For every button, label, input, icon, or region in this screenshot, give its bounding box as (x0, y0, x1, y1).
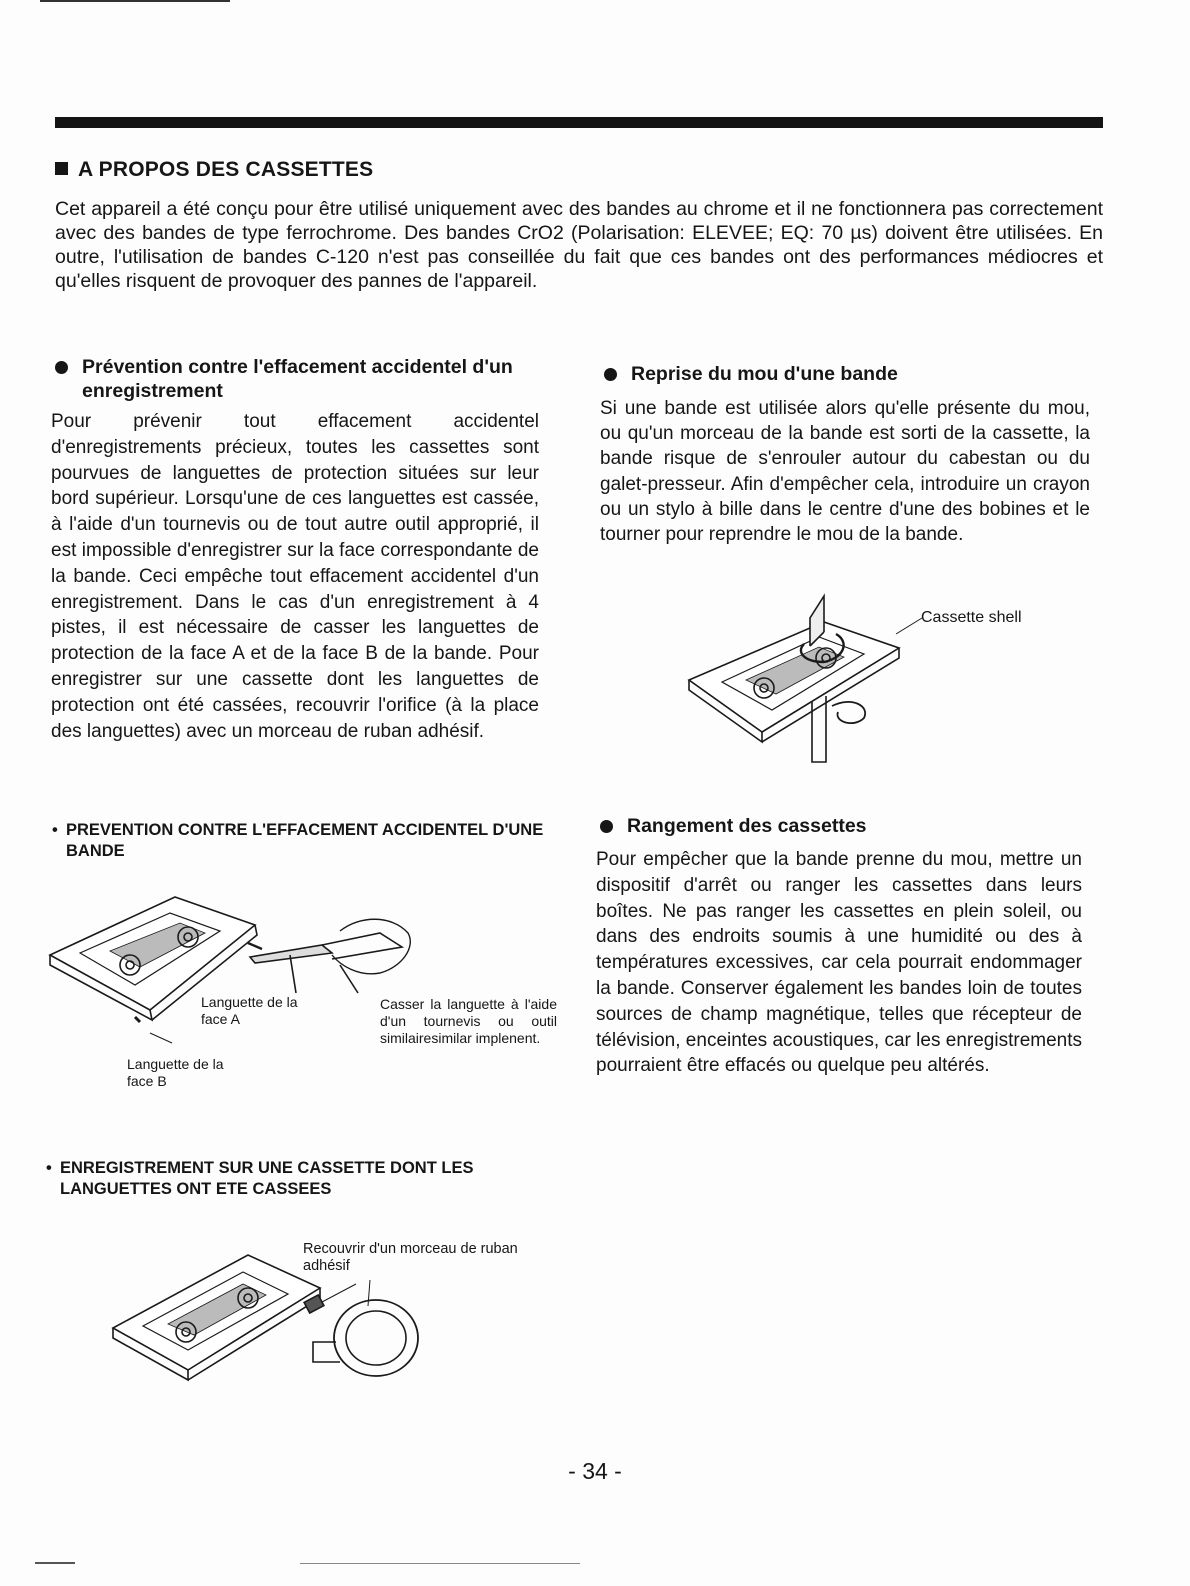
sub-heading-prevention-text: PREVENTION CONTRE L'EFFACEMENT ACCIDENTEL D'UNE BANDE (66, 821, 544, 860)
right-body-storage: Pour empêcher que la bande prenne du mou, mettre un dispositif d'arrêt ou ranger les cassettes dans leurs boîtes. Ne pas ranger les cassettes en plein soleil, ou dans des endroits soumis à une humidité ou des à températures excessives, car cela pourrait endommager la bande. Conserver également les bandes loin de toutes sources de champ magnétique, telles que récepteur de télévision, enceintes acoustiques, car les enregistrements pourraient être effacés ou quelque peu altérés. (596, 849, 1082, 1077)
left-heading (55, 355, 543, 403)
page-number: - 34 - (568, 1458, 622, 1484)
loose-tape-loop (832, 702, 865, 723)
round-bullet-icon (600, 820, 613, 833)
intro-paragraph: Cet appareil a été conçu pour être utilisé uniquement avec des bandes au chrome et il ne fonctionnera pas correctement avec des bandes de type ferrochrome. Des bandes CrO2 (Polarisation: ELEVEE; EQ: 70 µs) doivent être utilisées. En outre, l'utilisation de bandes C-120 n'est pas conseillée du fait que ces bandes ont des performances médiocres et qu'elles risquent de provoquer des pannes de l'appareil. (55, 198, 1103, 292)
sub-heading-recording-text: ENREGISTREMENT SUR UNE CASSETTE DONT LES LANGUETTES ONT ETE CASSEES (60, 1159, 474, 1198)
right-heading-slack-text: Reprise du mou d'une bande (631, 363, 898, 385)
label-cover-tape: Recouvrir d'un morceau de ruban adhésif (303, 1241, 518, 1274)
small-bullet-icon: • (46, 1159, 52, 1177)
hand-outline (332, 919, 410, 974)
round-bullet-icon (604, 368, 617, 381)
right-body-slack: Si une bande est utilisée alors qu'elle présente du mou, ou qu'un morceau de la bande est sorti de la cassette, la bande risque de s'enrouler autour du cabestan ou du galet-presseur. Afin d'empêcher cela, introduire un crayon ou un stylo à bille dans le centre d'une des bobines et le tourner pour reprendre le mou de la bande. (600, 398, 1090, 546)
round-bullet-icon (55, 361, 68, 374)
left-heading-text: Prévention contre l'effacement accidentel d'un enregistrement (82, 356, 513, 402)
tab-face-a (248, 943, 262, 949)
sub-heading-recording (46, 1158, 546, 1200)
top-edge-line (40, 0, 230, 2)
right-heading-storage (600, 814, 1090, 838)
small-bullet-icon: • (52, 821, 58, 839)
section-rule (55, 117, 1103, 128)
sub-heading-prevention (52, 820, 547, 862)
label-break-tab: Casser la languette à l'aide d'un tournevis ou outil similairesimilar implenent. (380, 996, 557, 1046)
square-bullet-icon (55, 162, 68, 175)
tab-face-b (135, 1017, 140, 1022)
label-face-b: Languette de la face B (127, 1056, 224, 1089)
section-title-text: A PROPOS DES CASSETTES (78, 158, 374, 181)
right-heading-slack (604, 362, 1092, 386)
capstan (812, 696, 826, 762)
label-face-a: Languette de la face A (201, 994, 298, 1027)
covered-tab (304, 1295, 324, 1313)
cassette-pencil-illustration (684, 592, 924, 767)
label-cassette-shell: Cassette shell (921, 609, 1022, 626)
right-heading-storage-text: Rangement des cassettes (627, 815, 867, 837)
bottom-edge-line (35, 1562, 75, 1564)
left-body: Pour prévenir tout effacement accidentel d'enregistrements précieux, toutes les cassettes sont pourvues de languettes de protection situées sur leur bord supérieur. Lorsqu'une de ces languettes est cassée, à l'aide d'un tournevis ou de tout autre outil approprié, il est impossible d'enregistrer sur la face correspondante de la bande. Ceci empêche tout effacement accidentel d'un enregistrement. Dans le cas d'un enregistrement à 4 pistes, il est nécessaire de casser les languettes de protection de la face A et de la face B de la bande. Pour enregistrer sur une cassette dont les languettes de protection ont été cassées, recouvrir l'orifice (à la place des languettes) avec un morceau de ruban adhésif. (51, 411, 539, 742)
bottom-edge-line (300, 1563, 580, 1564)
section-title (55, 158, 373, 182)
